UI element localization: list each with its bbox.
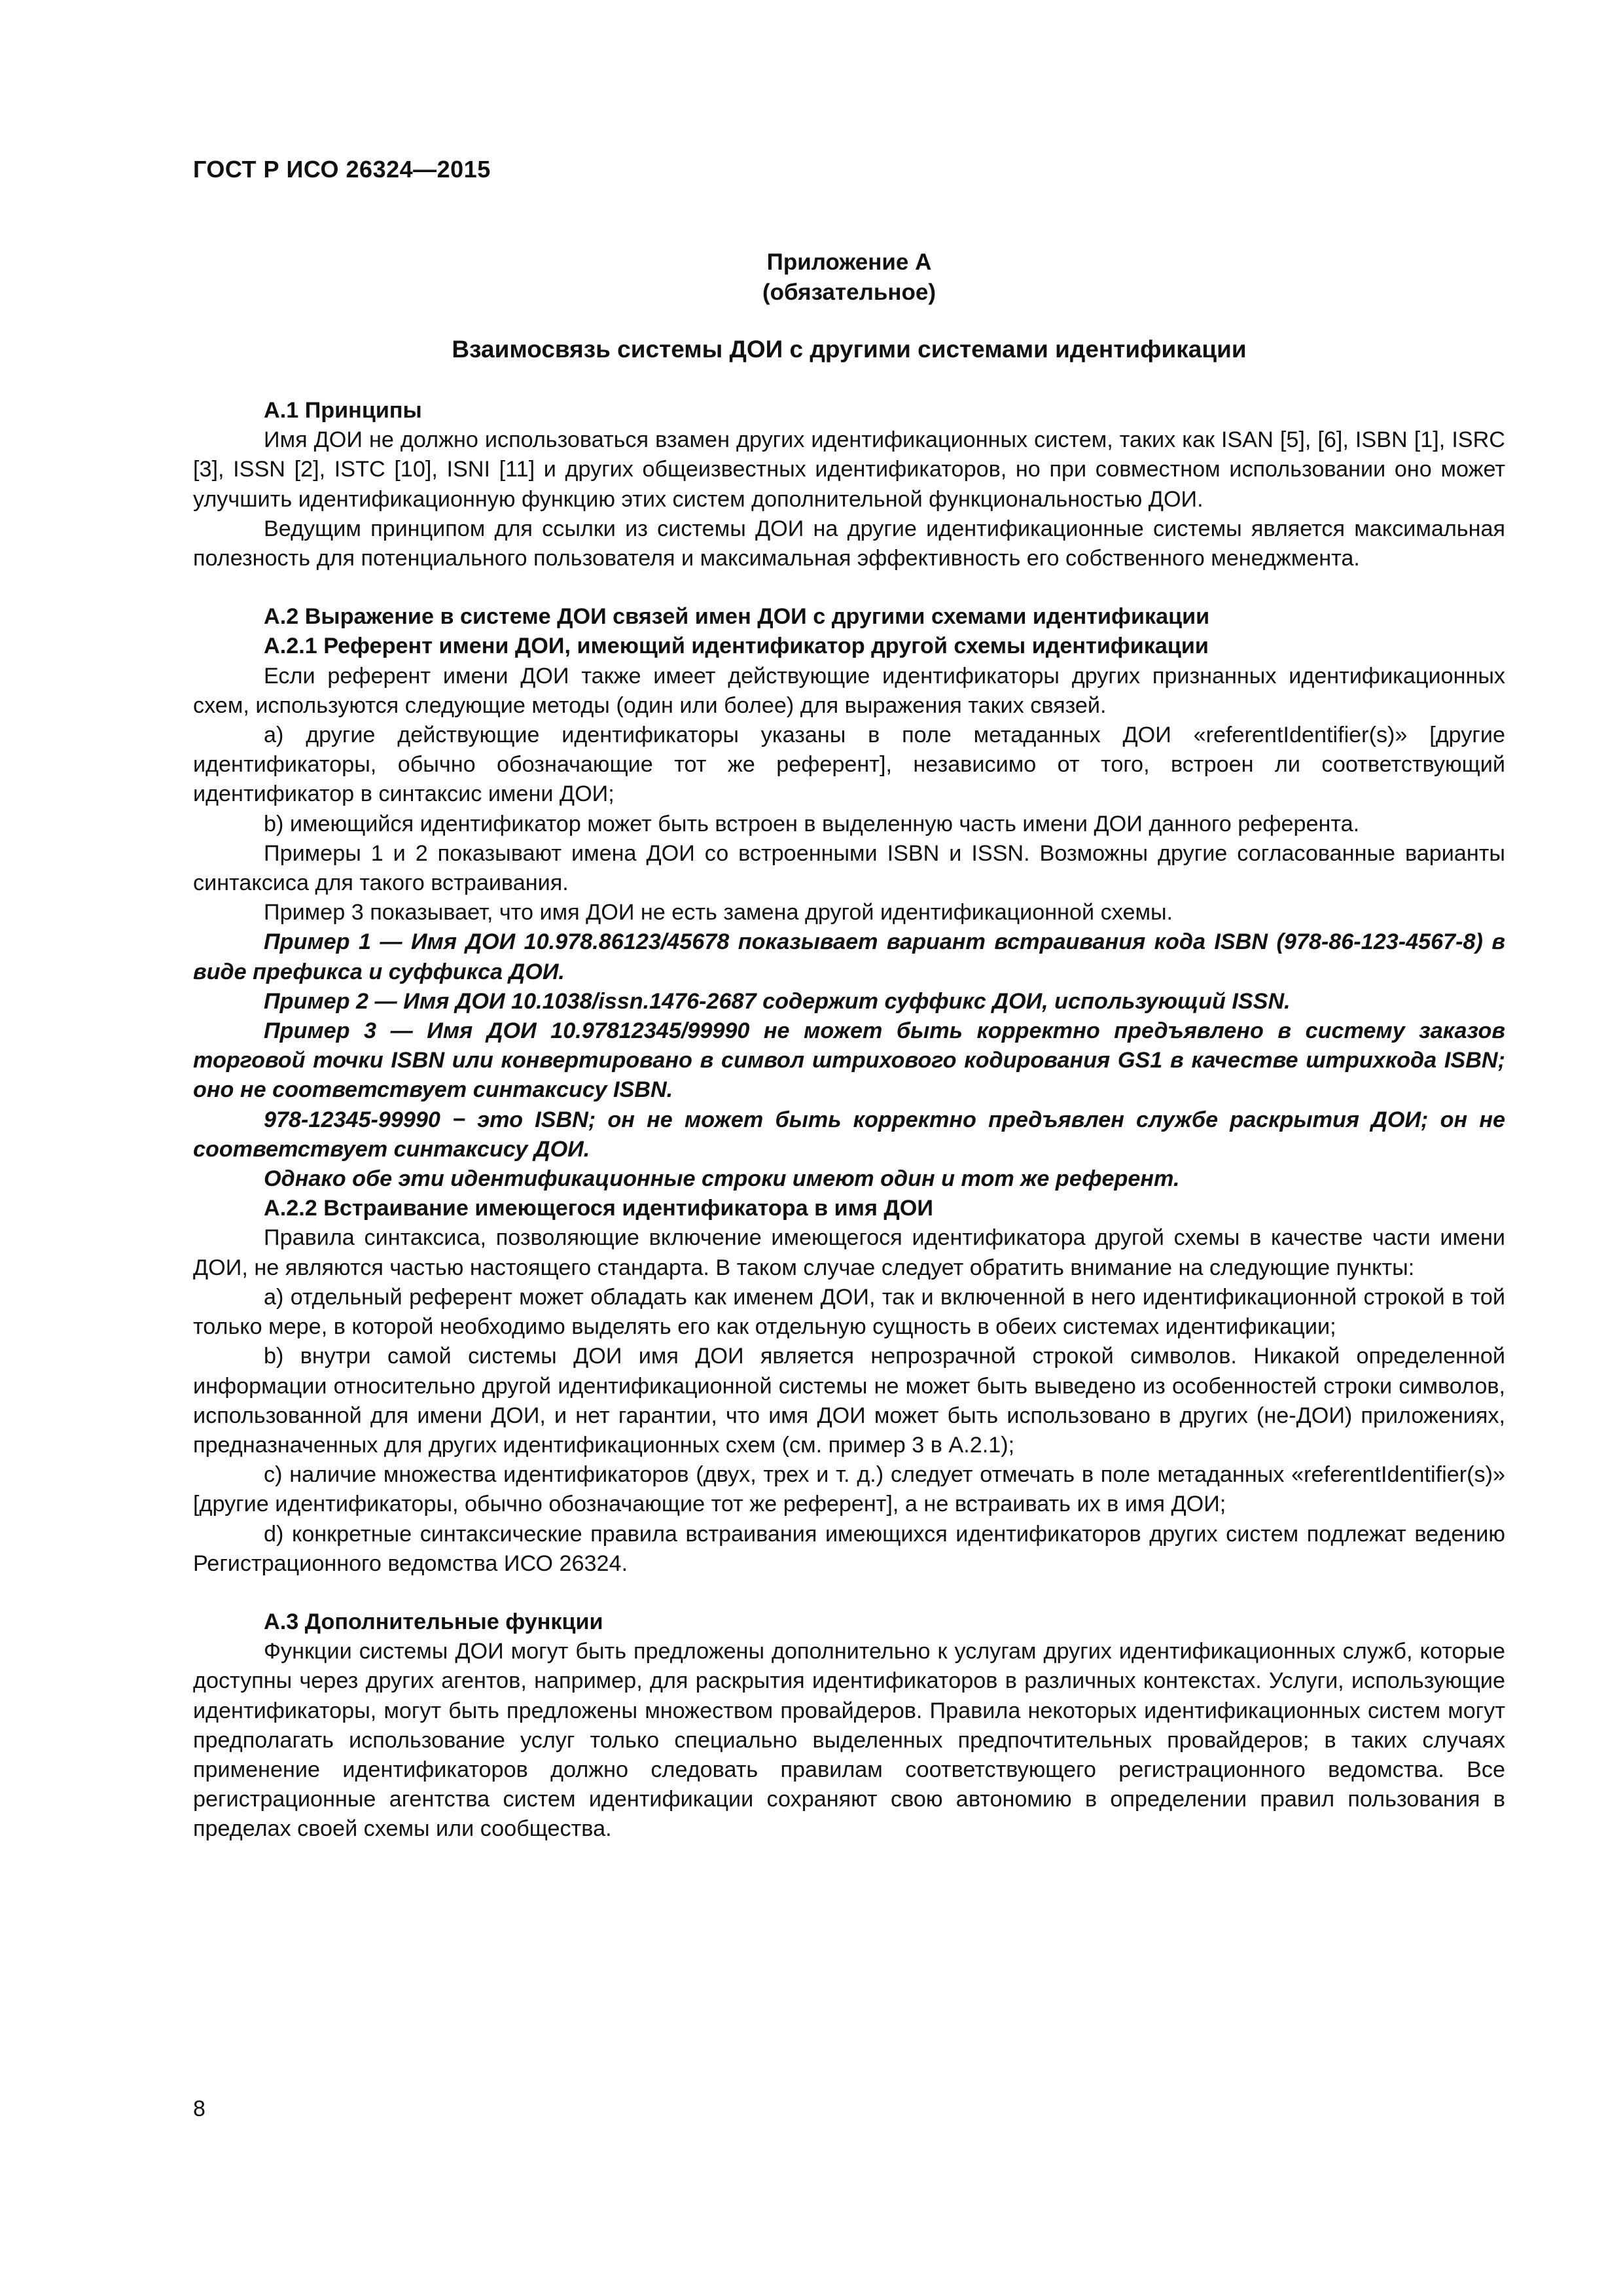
paragraph: Если референт имени ДОИ также имеет действующие идентификаторы других признанных идентификационных схем, используются следующие методы (один или более) для выражения таких связей. — [193, 663, 1505, 718]
paragraph: Примеры 1 и 2 показывают имена ДОИ со встроенными ISBN и ISSN. Возможны другие согласованные варианты синтаксиса для такого встраивания. — [193, 840, 1505, 896]
appendix-status: (обязательное) — [762, 279, 936, 305]
list-item: а) другие действующие идентификаторы указаны в поле метаданных ДОИ «referentIdentifier(s)» [другие идентификаторы, обычно обозначающие тот же референт], независимо от того, встроен ли соответствующий идентификатор в синтаксис имени ДОИ; — [193, 723, 1505, 807]
paragraph: Имя ДОИ не должно использоваться взамен других идентификационных систем, таких как ISAN [5], [6], ISBN [1], ISRC [3], ISSN [2], ISTC [10], ISNI [11] и других общеизвестных идентификаторов, но при совместном использовании оно может улучшить идентификационную функцию этих систем дополнительной функциональностью ДОИ. — [193, 427, 1505, 512]
section-heading-a1: А.1 Принципы — [264, 398, 422, 423]
list-item: b) имеющийся идентификатор может быть встроен в выделенную часть имени ДОИ данного референта. — [264, 811, 1360, 836]
list-item: а) отдельный референт может обладать как именем ДОИ, так и включенной в него идентификационной строкой в той только мере, в которой необходимо выделять его как отдельную сущность в обеих системах идентификации; — [193, 1284, 1505, 1340]
paragraph: Ведущим принципом для ссылки из системы ДОИ на другие идентификационные системы является максимальная полезность для потенциального пользователя и максимальная эффективность его собственного менеджмента. — [193, 516, 1505, 571]
page-number: 8 — [193, 2096, 205, 2121]
example-2: Пример 2 — Имя ДОИ 10.1038/issn.1476-2687 содержит суффикс ДОИ, использующий ISSN. — [264, 988, 1291, 1014]
example-1: Пример 1 — Имя ДОИ 10.978.86123/45678 показывает вариант встраивания кода ISBN (978-86-123-4567-8) в виде префикса и суффикса ДОИ. — [193, 929, 1505, 984]
paragraph: Функции системы ДОИ могут быть предложены дополнительно к услугам других идентификационных служб, которые доступны через других агентов, например, для раскрытия идентификаторов в различных контекстах. Услуги, использующие идентификаторы, могут быть предложены множеством провайдеров. Правила некоторых идентификационных систем могут предполагать использование услуг только специально выделенных предпочтительных провайдеров; в таких случаях применение идентификаторов должно следовать правилам соответствующего регистрационного ведомства. Все регистрационные агентства систем идентификации сохраняют свою автономию в определении правил пользования в пределах своей схемы или сообщества. — [193, 1639, 1505, 1842]
list-item: d) конкретные синтаксические правила встраивания имеющихся идентификаторов других систем подлежат ведению Регистрационного ведомства ИСО 26324. — [193, 1521, 1505, 1576]
appendix-title: Взаимосвязь системы ДОИ с другими системами идентификации — [452, 336, 1247, 363]
section-heading-a2: А.2 Выражение в системе ДОИ связей имен ДОИ с другими схемами идентификации — [264, 604, 1210, 630]
subsection-heading-a22: А.2.2 Встраивание имеющегося идентификатора в имя ДОИ — [264, 1196, 933, 1221]
paragraph: Пример 3 показывает, что имя ДОИ не есть замена другой идентификационной схемы. — [264, 900, 1173, 925]
paragraph: Правила синтаксиса, позволяющие включение имеющегося идентификатора другой схемы в качестве части имени ДОИ, не являются частью настоящего стандарта. В таком случае следует обратить внимание на следующие пункты: — [193, 1225, 1505, 1280]
example-3: Пример 3 — Имя ДОИ 10.97812345/99990 не может быть корректно предъявлено в систему заказов торговой точки ISBN или конвертировано в символ штрихового кодирования GS1 в качестве штрихкода ISBN; оно не соответствует синтаксису ISBN. — [193, 1018, 1505, 1103]
document-code: ГОСТ Р ИСО 26324—2015 — [193, 156, 491, 183]
document-page — [193, 0, 1505, 2296]
list-item: с) наличие множества идентификаторов (двух, трех и т. д.) следует отмечать в поле метаданных «referentIdentifier(s)» [другие идентификаторы, обычно обозначающие тот же референт], а не встраивать их в имя ДОИ; — [193, 1462, 1505, 1517]
section-heading-a3: А.3 Дополнительные функции — [264, 1609, 603, 1634]
appendix-header — [193, 247, 1505, 308]
example-3-note: Однако обе эти идентификационные строки имеют один и тот же референт. — [264, 1166, 1180, 1192]
list-item: b) внутри самой системы ДОИ имя ДОИ является непрозрачной строкой символов. Никакой определенной информации относительно другой идентификационной системы не может быть выведено из особенностей строки символов, использованной для имени ДОИ, и нет гарантии, что имя ДОИ может быть использовано в других (не-ДОИ) приложениях, предназначенных для других идентификационных схем (см. пример 3 в А.2.1); — [193, 1344, 1505, 1458]
subsection-heading-a21: А.2.1 Референт имени ДОИ, имеющий идентификатор другой схемы идентификации — [264, 634, 1209, 659]
appendix-label: Приложение А — [766, 249, 932, 275]
example-3-continued: 978-12345-99990 − это ISBN; он не может быть корректно предъявлен службе раскрытия ДОИ; он не соответствует синтаксису ДОИ. — [193, 1107, 1505, 1162]
appendix-body — [193, 396, 1505, 1844]
